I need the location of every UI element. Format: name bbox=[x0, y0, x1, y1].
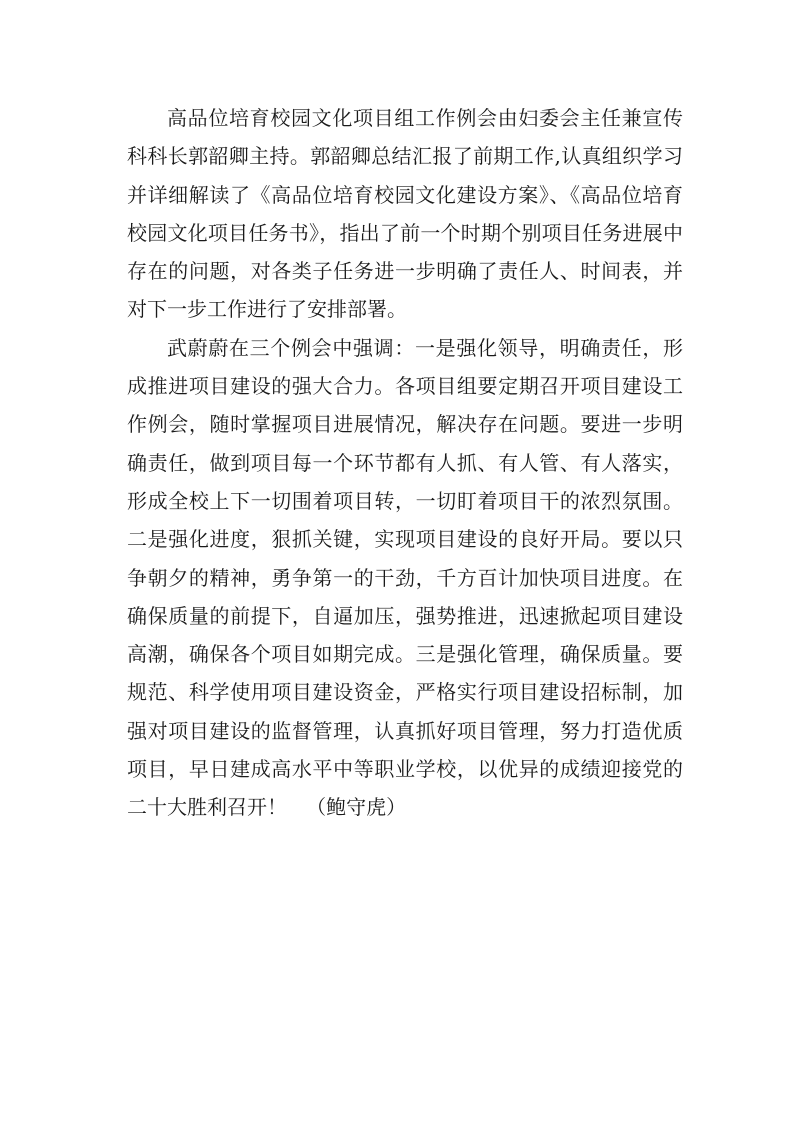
paragraph-meeting-summary: 高品位培育校园文化项目组工作例会由妇委会主任兼宣传科科长郭韶卿主持。郭韶卿总结汇报了前期工作,认真组织学习并详细解读了《高品位培育校园文化建设方案》、《高品位培育校园文化项目任务书》，指出了前一个时期个别项目任务进展中存在的问题，对各类子任务进一步明确了责任人、时间表，并对下一步工作进行了安排部署。 bbox=[127, 106, 683, 322]
author-signature: （鲍守虎） bbox=[306, 795, 407, 820]
paragraph-speech-text: 武蔚蔚在三个例会中强调：一是强化领导，明确责任，形成推进项目建设的强大合力。各项目组要定期召开项目建设工作例会，随时掌握项目进展情况，解决存在问题。要进一步明确责任，做到项目每一个环节都有人抓、有人管、有人落实，形成全校上下一切围着项目转，一切盯着项目干的浓烈氛围。二是强化进度，狠抓关键，实现项目建设的良好开局。要以只争朝夕的精神，勇争第一的干劲，千方百计加快项目进度。在确保质量的前提下，自逼加压，强势推进，迅速掀起项目建设高潮，确保各个项目如期完成。三是强化管理，确保质量。要规范、科学使用项目建设资金，严格实行项目建设招标制，加强对项目建设的监督管理，认真抓好项目管理，努力打造优质项目，早日建成高水平中等职业学校，以优异的成绩迎接党的二十大胜利召开！ bbox=[127, 335, 683, 820]
document-body bbox=[127, 99, 683, 827]
paragraph-speech-emphasis bbox=[127, 329, 683, 827]
